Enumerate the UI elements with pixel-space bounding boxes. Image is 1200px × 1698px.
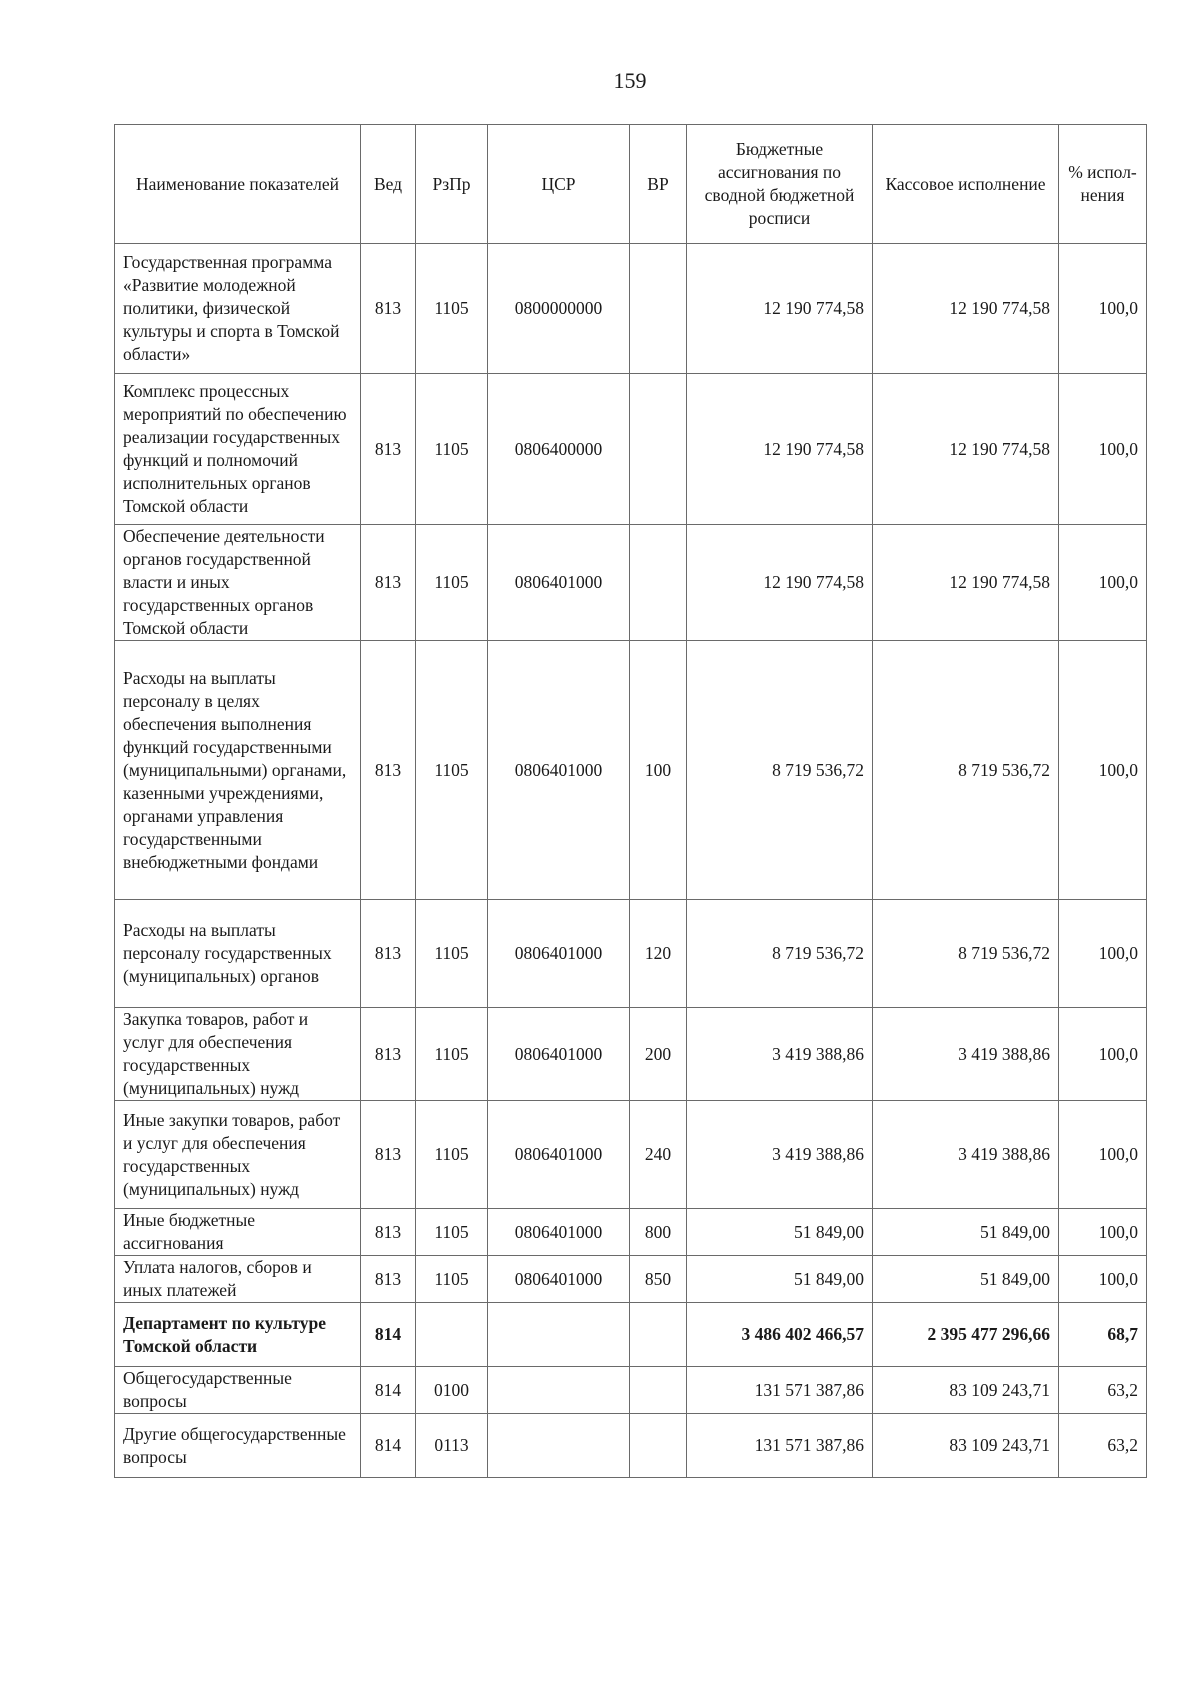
cell-vr bbox=[630, 374, 687, 525]
cell-csr: 0806400000 bbox=[488, 374, 630, 525]
cell-rzpr: 0100 bbox=[416, 1367, 488, 1414]
cell-assigned: 51 849,00 bbox=[687, 1209, 873, 1256]
cell-ved: 813 bbox=[361, 1101, 416, 1209]
cell-rzpr: 1105 bbox=[416, 1256, 488, 1303]
cell-percent: 100,0 bbox=[1059, 900, 1147, 1008]
cell-ved: 813 bbox=[361, 244, 416, 374]
cell-assigned: 8 719 536,72 bbox=[687, 641, 873, 900]
table-row bbox=[115, 1101, 1147, 1209]
cell-name: Расходы на выплаты персоналу государственных (муниципальных) органов bbox=[115, 900, 361, 1008]
cell-ved: 814 bbox=[361, 1303, 416, 1367]
cell-executed: 12 190 774,58 bbox=[873, 374, 1059, 525]
cell-csr: 0806401000 bbox=[488, 641, 630, 900]
cell-vr bbox=[630, 1303, 687, 1367]
table-row bbox=[115, 900, 1147, 1008]
table-row bbox=[115, 244, 1147, 374]
cell-assigned: 131 571 387,86 bbox=[687, 1367, 873, 1414]
cell-csr: 0806401000 bbox=[488, 1256, 630, 1303]
cell-vr: 200 bbox=[630, 1008, 687, 1101]
cell-vr bbox=[630, 525, 687, 641]
cell-percent: 63,2 bbox=[1059, 1414, 1147, 1478]
cell-assigned: 3 419 388,86 bbox=[687, 1101, 873, 1209]
cell-name: Другие общегосударственные вопросы bbox=[115, 1414, 361, 1478]
cell-executed: 3 419 388,86 bbox=[873, 1008, 1059, 1101]
header-csr: ЦСР bbox=[488, 125, 630, 244]
cell-vr: 100 bbox=[630, 641, 687, 900]
cell-name: Иные бюджетные ассигнования bbox=[115, 1209, 361, 1256]
cell-rzpr: 1105 bbox=[416, 374, 488, 525]
cell-percent: 100,0 bbox=[1059, 374, 1147, 525]
cell-rzpr: 1105 bbox=[416, 900, 488, 1008]
cell-csr: 0806401000 bbox=[488, 900, 630, 1008]
cell-name: Иные закупки товаров, работ и услуг для обеспечения государственных (муниципальных) нужд bbox=[115, 1101, 361, 1209]
cell-vr bbox=[630, 1367, 687, 1414]
cell-ved: 813 bbox=[361, 1256, 416, 1303]
budget-table bbox=[114, 124, 1147, 1478]
table-row bbox=[115, 1008, 1147, 1101]
cell-executed: 12 190 774,58 bbox=[873, 244, 1059, 374]
cell-assigned: 8 719 536,72 bbox=[687, 900, 873, 1008]
cell-rzpr: 1105 bbox=[416, 525, 488, 641]
table-row bbox=[115, 374, 1147, 525]
table-header-row bbox=[115, 125, 1147, 244]
header-vr: ВР bbox=[630, 125, 687, 244]
cell-vr bbox=[630, 1414, 687, 1478]
header-percent: % испол-нения bbox=[1059, 125, 1147, 244]
cell-percent: 68,7 bbox=[1059, 1303, 1147, 1367]
cell-name: Департамент по культуре Томской области bbox=[115, 1303, 361, 1367]
cell-executed: 83 109 243,71 bbox=[873, 1367, 1059, 1414]
cell-executed: 2 395 477 296,66 bbox=[873, 1303, 1059, 1367]
cell-vr: 240 bbox=[630, 1101, 687, 1209]
cell-percent: 63,2 bbox=[1059, 1367, 1147, 1414]
cell-executed: 8 719 536,72 bbox=[873, 641, 1059, 900]
table-row bbox=[115, 1209, 1147, 1256]
cell-name: Государственная программа «Развитие молодежной политики, физической культуры и спорта в Томской области» bbox=[115, 244, 361, 374]
table-row bbox=[115, 1414, 1147, 1478]
cell-ved: 813 bbox=[361, 641, 416, 900]
cell-executed: 8 719 536,72 bbox=[873, 900, 1059, 1008]
cell-assigned: 3 486 402 466,57 bbox=[687, 1303, 873, 1367]
table-row bbox=[115, 525, 1147, 641]
cell-assigned: 3 419 388,86 bbox=[687, 1008, 873, 1101]
page-number: 159 bbox=[613, 68, 647, 93]
header-assigned: Бюджетные ассигнования по сводной бюджетной росписи bbox=[687, 125, 873, 244]
cell-executed: 51 849,00 bbox=[873, 1209, 1059, 1256]
table-row bbox=[115, 641, 1147, 900]
cell-assigned: 12 190 774,58 bbox=[687, 244, 873, 374]
cell-csr: 0806401000 bbox=[488, 1008, 630, 1101]
cell-percent: 100,0 bbox=[1059, 1008, 1147, 1101]
cell-percent: 100,0 bbox=[1059, 641, 1147, 900]
cell-assigned: 12 190 774,58 bbox=[687, 374, 873, 525]
table-body bbox=[115, 244, 1147, 1478]
cell-csr: 0806401000 bbox=[488, 525, 630, 641]
cell-assigned: 131 571 387,86 bbox=[687, 1414, 873, 1478]
cell-rzpr: 1105 bbox=[416, 641, 488, 900]
cell-executed: 83 109 243,71 bbox=[873, 1414, 1059, 1478]
cell-ved: 813 bbox=[361, 1008, 416, 1101]
cell-csr bbox=[488, 1414, 630, 1478]
cell-name: Уплата налогов, сборов и иных платежей bbox=[115, 1256, 361, 1303]
cell-vr: 120 bbox=[630, 900, 687, 1008]
cell-csr: 0800000000 bbox=[488, 244, 630, 374]
cell-assigned: 51 849,00 bbox=[687, 1256, 873, 1303]
cell-vr: 800 bbox=[630, 1209, 687, 1256]
cell-csr: 0806401000 bbox=[488, 1209, 630, 1256]
header-name: Наименование показателей bbox=[115, 125, 361, 244]
cell-csr bbox=[488, 1303, 630, 1367]
cell-percent: 100,0 bbox=[1059, 1209, 1147, 1256]
header-ved: Вед bbox=[361, 125, 416, 244]
table-row bbox=[115, 1303, 1147, 1367]
cell-executed: 12 190 774,58 bbox=[873, 525, 1059, 641]
cell-ved: 814 bbox=[361, 1367, 416, 1414]
cell-csr: 0806401000 bbox=[488, 1101, 630, 1209]
cell-ved: 813 bbox=[361, 900, 416, 1008]
cell-rzpr: 1105 bbox=[416, 1209, 488, 1256]
cell-name: Расходы на выплаты персоналу в целях обеспечения выполнения функций государственными (муниципальными) органами, казенными учреждениями, органами управления государственными внебюджетными фондами bbox=[115, 641, 361, 900]
cell-executed: 3 419 388,86 bbox=[873, 1101, 1059, 1209]
cell-percent: 100,0 bbox=[1059, 1256, 1147, 1303]
header-executed: Кассовое исполнение bbox=[873, 125, 1059, 244]
cell-ved: 813 bbox=[361, 525, 416, 641]
cell-name: Обеспечение деятельности органов государственной власти и иных государственных органов Томской области bbox=[115, 525, 361, 641]
cell-vr bbox=[630, 244, 687, 374]
cell-ved: 813 bbox=[361, 374, 416, 525]
cell-name: Закупка товаров, работ и услуг для обеспечения государственных (муниципальных) нужд bbox=[115, 1008, 361, 1101]
cell-rzpr: 1105 bbox=[416, 244, 488, 374]
cell-name: Комплекс процессных мероприятий по обеспечению реализации государственных функций и полномочий исполнительных органов Томской области bbox=[115, 374, 361, 525]
cell-vr: 850 bbox=[630, 1256, 687, 1303]
cell-rzpr: 1105 bbox=[416, 1008, 488, 1101]
cell-rzpr: 0113 bbox=[416, 1414, 488, 1478]
cell-rzpr: 1105 bbox=[416, 1101, 488, 1209]
cell-rzpr bbox=[416, 1303, 488, 1367]
cell-assigned: 12 190 774,58 bbox=[687, 525, 873, 641]
cell-name: Общегосударственные вопросы bbox=[115, 1367, 361, 1414]
cell-ved: 813 bbox=[361, 1209, 416, 1256]
cell-csr bbox=[488, 1367, 630, 1414]
table-row bbox=[115, 1256, 1147, 1303]
header-rzpr: РзПр bbox=[416, 125, 488, 244]
cell-percent: 100,0 bbox=[1059, 1101, 1147, 1209]
cell-executed: 51 849,00 bbox=[873, 1256, 1059, 1303]
table-row bbox=[115, 1367, 1147, 1414]
cell-percent: 100,0 bbox=[1059, 525, 1147, 641]
cell-percent: 100,0 bbox=[1059, 244, 1147, 374]
cell-ved: 814 bbox=[361, 1414, 416, 1478]
